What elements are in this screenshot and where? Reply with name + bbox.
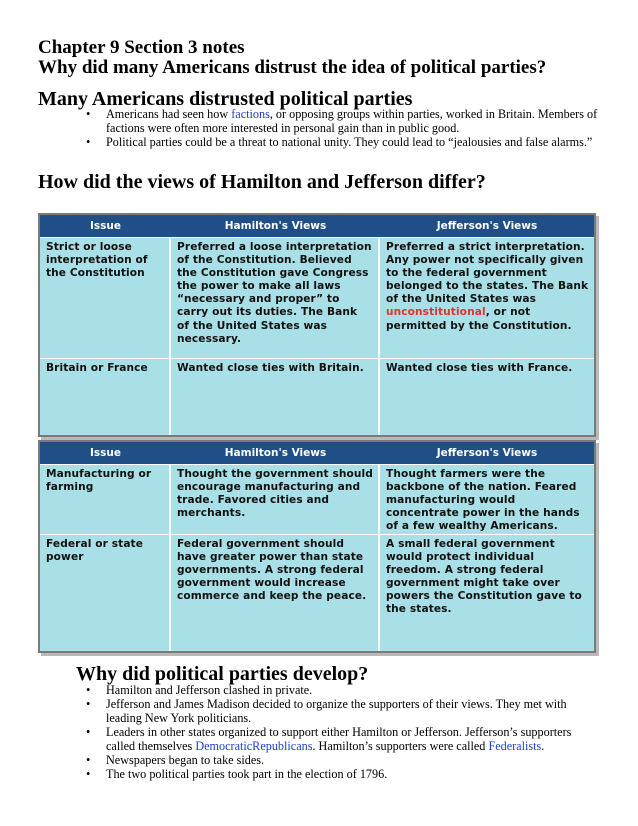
cell-jefferson: Preferred a strict interpretation. Any power not specifically given to the federal government belonged to the states. The Bank of the United States was unconstitutional, or not permitted by the Constitution. (386, 241, 589, 332)
cell-issue: Federal or state power (40, 535, 171, 651)
table-row (40, 464, 594, 534)
section-heading-develop: Why did political parties develop? (76, 663, 369, 685)
table-header (40, 215, 594, 237)
cell-jefferson: A small federal government would protect individual freedom. A strong federal government might take over powers the Constitution gave to the states. (386, 538, 582, 616)
distrust-list (80, 107, 600, 149)
section-heading-views: How did the views of Hamilton and Jefferson differ? (38, 171, 486, 193)
cell-issue: Britain or France (40, 359, 171, 435)
list-item: • Hamilton and Jefferson clashed in private. (80, 683, 600, 697)
cell-hamilton: Thought the government should encourage manufacturing and trade. Favored cities and merchants. (171, 465, 380, 534)
column-header-hamilton: Hamilton's Views (224, 220, 327, 232)
views-table-2 (38, 440, 596, 653)
page-question: Why did many Americans distrust the idea of political parties? (38, 57, 547, 78)
unconstitutional-highlight: unconstitutional (386, 306, 486, 319)
list-item: • Newspapers began to take sides. (80, 753, 600, 767)
cell-hamilton: Wanted close ties with Britain. (171, 359, 380, 435)
list-item: • Americans had seen how factions, or opposing groups within parties, worked in Britain. Members of factions were often more interested in personal gain than in public good. (80, 107, 600, 135)
column-header-jefferson: Jefferson's Views (436, 220, 538, 232)
table-row (40, 358, 594, 435)
table-header (40, 442, 594, 464)
democratic-republicans-link[interactable]: DemocraticRepublicans (195, 739, 313, 753)
page-title: Chapter 9 Section 3 notes (38, 37, 245, 58)
column-header-jefferson: Jefferson's Views (436, 447, 538, 459)
column-header-hamilton: Hamilton's Views (224, 447, 327, 459)
develop-list (80, 683, 600, 781)
cell-jefferson: Wanted close ties with France. (386, 362, 573, 374)
cell-hamilton: Preferred a loose interpretation of the Constitution. Believed the Constitution gave Congress the power to make all laws “necessary and proper” to carry out its duties. The Bank of the United States was necessary. (171, 238, 380, 358)
list-item: • The two political parties took part in the election of 1796. (80, 767, 600, 781)
cell-issue: Manufacturing or farming (40, 465, 171, 534)
list-item: • Political parties could be a threat to national unity. They could lead to “jealousies and false alarms.” (80, 135, 600, 149)
column-header-issue: Issue (89, 447, 121, 459)
column-header-issue: Issue (89, 220, 121, 232)
views-table-1 (38, 213, 596, 437)
table-row (40, 237, 594, 358)
cell-jefferson: Thought farmers were the backbone of the nation. Feared manufacturing would concentrate power in the hands of a few wealthy Americans. (386, 468, 580, 533)
federalists-link[interactable]: Federalists (488, 739, 542, 753)
factions-link[interactable]: factions (231, 107, 270, 121)
cell-issue: Strict or loose interpretation of the Constitution (40, 238, 171, 358)
table-row (40, 534, 594, 651)
section-heading-distrust: Many Americans distrusted political parties (38, 88, 413, 110)
list-item: • Jefferson and James Madison decided to organize the supporters of their views. They met with leading New York politicians. (80, 697, 600, 725)
cell-hamilton: Federal government should have greater power than state governments. A strong federal government would increase commerce and keep the peace. (171, 535, 380, 651)
list-item: • Leaders in other states organized to support either Hamilton or Jefferson. Jefferson’s supporters called themselves DemocraticRepublicans. Hamilton’s supporters were called Federalists. (80, 725, 600, 753)
